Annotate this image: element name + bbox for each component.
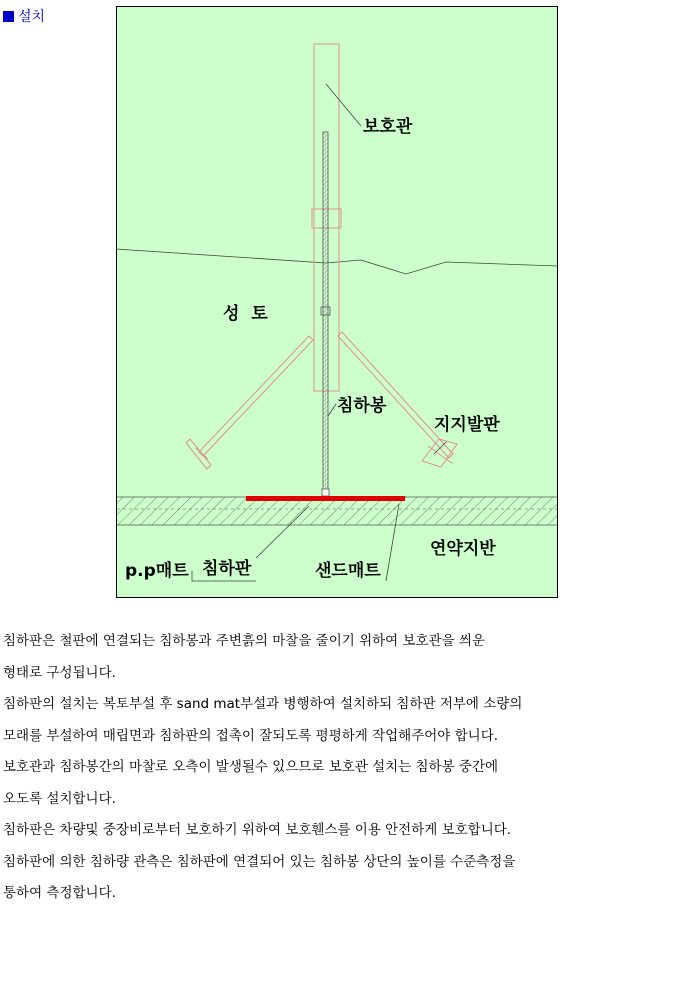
blue-square-icon [3, 11, 14, 22]
paragraph-line: 침하판의 설치는 복토부설 후 sand mat부설과 병행하여 설치하되 침하판 저부에 소량의 [3, 696, 523, 712]
description-text [3, 626, 673, 910]
settlement-plate-bar [246, 496, 405, 501]
paragraph-line: 오도록 설치합니다. [3, 790, 116, 807]
label-settlement-plate: 침하판 [202, 559, 252, 579]
diagram-svg [116, 6, 558, 598]
label-pp-mat: p.p매트 [125, 561, 189, 581]
paragraph-line: 침하판에 의한 침하량 관측은 침하판에 연결되어 있는 침하봉 상단의 높이를 수준측정을 [3, 853, 516, 870]
label-support-plate: 지지발판 [434, 415, 500, 435]
settlement-plate-diagram [116, 6, 558, 598]
rod-base [322, 489, 329, 496]
paragraph-line: 보호관과 침하봉간의 마찰로 오측이 발생될수 있으므로 보호관 설치는 침하봉 중간에 [3, 759, 499, 775]
label-fill: 성 토 [223, 304, 268, 324]
label-sand-mat: 샌드매트 [315, 561, 381, 581]
paragraph-line: 침하판은 차량및 중장비로부터 보호하기 위하여 보호휀스를 이용 안전하게 보호합니다. [3, 822, 512, 838]
paragraph-line: 형태로 구성됩니다. [3, 664, 116, 681]
section-heading [3, 6, 45, 26]
paragraph-line: 모래를 부설하여 매립면과 침하판의 접촉이 잘되도록 평평하게 작업해주어야 합니다. [3, 727, 499, 744]
sand-mat-layer [117, 497, 557, 525]
paragraph-line: 침하판은 철판에 연결되는 침하봉과 주변흙의 마찰을 줄이기 위하여 보호관을 씌운 [3, 633, 486, 649]
paragraph-line: 통하여 측정합니다. [3, 885, 116, 901]
label-protection-pipe: 보호관 [363, 117, 413, 137]
section-title: 설치 [18, 9, 46, 25]
label-settlement-rod: 침하봉 [337, 396, 387, 416]
label-soft-ground: 연약지반 [430, 539, 496, 559]
